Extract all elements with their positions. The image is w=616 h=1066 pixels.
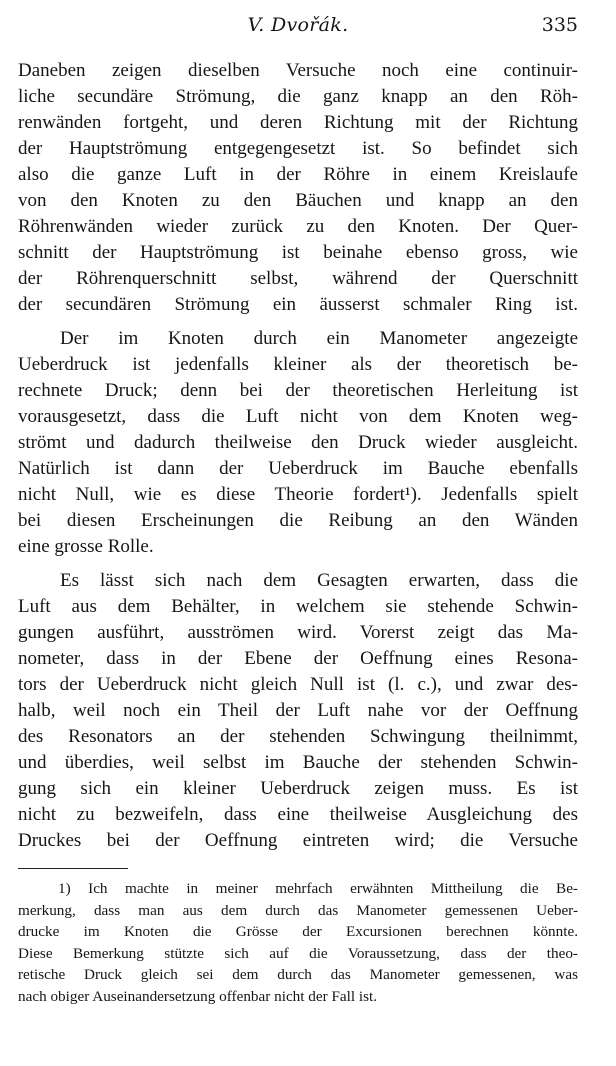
footnote-line: nach obiger Auseinandersetzung offenbar nicht der Fall ist. [18, 987, 378, 1005]
text-line: gung sich ein kleiner Ueberdruck zeigen muss. Es ist [18, 778, 578, 799]
text-line: eine grosse Rolle. [18, 536, 154, 557]
text-line: Natürlich ist dann der Ueberdruck im Bauche ebenfalls [18, 458, 578, 479]
paragraph-3 [18, 568, 578, 854]
footnote-line: Diese Bemerkung stützte sich auf die Voraussetzung, dass der theo- [18, 944, 578, 962]
text-line: Ueberdruck ist jedenfalls kleiner als der theoretisch be- [18, 354, 578, 375]
text-line: bei diesen Erscheinungen die Reibung an den Wänden [18, 510, 578, 531]
text-line: Luft aus dem Behälter, in welchem sie stehende Schwin- [18, 596, 578, 617]
text-line: der Röhrenquerschnitt selbst, während der Querschnitt [18, 268, 578, 289]
text-line: Druckes bei der Oeffnung eintreten wird; die Versuche [18, 830, 578, 851]
footnote [18, 878, 578, 1007]
text-line: also die ganze Luft in der Röhre in einem Kreislaufe [18, 164, 578, 185]
main-text [18, 58, 578, 854]
text-line: und überdies, weil selbst im Bauche der stehenden Schwin- [18, 752, 578, 773]
running-header [18, 14, 578, 42]
text-line: nicht Null, wie es diese Theorie fordert¹). Jedenfalls spielt [18, 484, 578, 505]
footnote-line: retische Druck gleich sei dem durch das Manometer gemessenen, was [18, 966, 578, 983]
text-line: von den Knoten zu den Bäuchen und knapp an den [18, 190, 578, 211]
footnote-line: merkung, dass man aus dem durch das Manometer gemessenen Ueber- [18, 901, 578, 919]
text-line: Röhrenwänden wieder zurück zu den Knoten. Der Quer- [18, 216, 578, 237]
text-line: nicht zu bezweifeln, dass eine theilweise Ausgleichung des [18, 804, 578, 825]
text-line: Der im Knoten durch ein Manometer angezeigte [60, 328, 578, 349]
text-line: rechnete Druck; denn bei der theoretischen Herleitung ist [18, 380, 578, 401]
footnote-line: 1) Ich machte in meiner mehrfach erwähnten Mittheilung die Be- [58, 880, 578, 897]
text-line: halb, weil noch ein Theil der Luft nahe vor der Oeffnung [18, 700, 578, 721]
text-line: des Resonators an der stehenden Schwingung theilnimmt, [18, 726, 578, 747]
text-line: strömt und dadurch theilweise den Druck wieder ausgleicht. [18, 432, 578, 453]
footnote-line: drucke im Knoten die Grösse der Excursionen berechnen könnte. [18, 923, 578, 940]
header-author: V. Dvořák. [247, 14, 349, 36]
text-line: schnitt der Hauptströmung ist beinahe ebenso gross, wie [18, 242, 578, 263]
text-line: nometer, dass in der Ebene der Oeffnung eines Resona- [18, 648, 578, 669]
footnote-divider [18, 868, 128, 869]
text-line: der secundären Strömung ein äusserst schmaler Ring ist. [18, 294, 578, 315]
paragraph-1 [18, 58, 578, 318]
text-line: Es lässt sich nach dem Gesagten erwarten, dass die [60, 570, 578, 591]
text-line: der Hauptströmung entgegengesetzt ist. So befindet sich [18, 138, 578, 159]
text-line: gungen ausführt, ausströmen wird. Vorerst zeigt das Ma- [18, 622, 578, 643]
paragraph-2 [18, 326, 578, 560]
text-line: renwänden fortgeht, und deren Richtung mit der Richtung [18, 112, 578, 133]
text-line: tors der Ueberdruck nicht gleich Null ist (l. c.), und zwar des- [18, 674, 578, 695]
text-line: vorausgesetzt, dass die Luft nicht von dem Knoten weg- [18, 406, 578, 427]
text-line: Daneben zeigen dieselben Versuche noch eine continuir- [18, 60, 578, 81]
page-number: 335 [541, 14, 578, 36]
text-line: liche secundäre Strömung, die ganz knapp an den Röh- [18, 86, 578, 107]
